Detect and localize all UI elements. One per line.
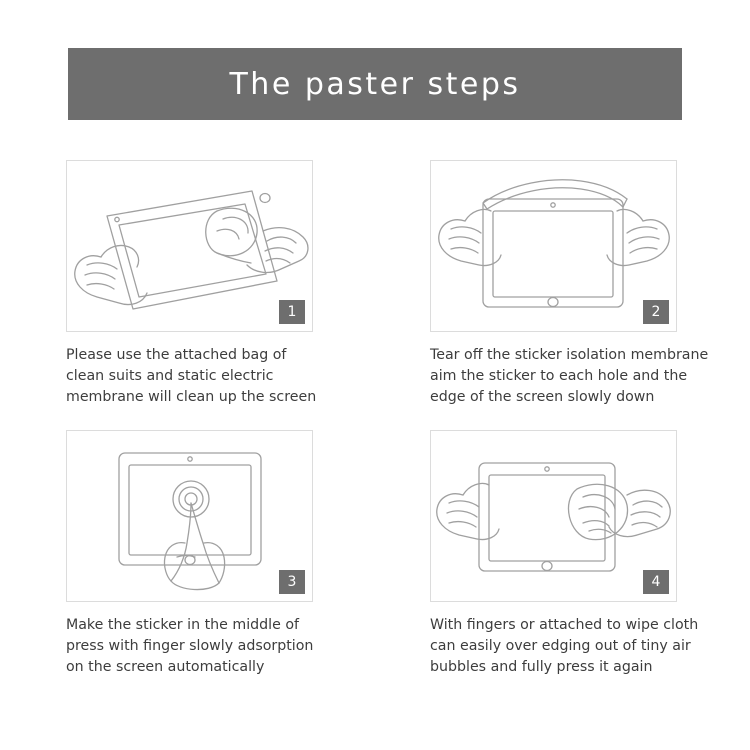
- steps-row-2: [0, 430, 750, 678]
- step-2-caption: [430, 345, 720, 408]
- caption-line: membrane will clean up the screen: [66, 389, 317, 405]
- step-2: [375, 160, 750, 408]
- step-2-badge: 2: [643, 300, 669, 324]
- caption-line: With fingers or attached to wipe cloth: [430, 617, 699, 633]
- caption-line: edge of the screen slowly down: [430, 389, 655, 405]
- caption-line: Please use the attached bag of: [66, 347, 287, 363]
- steps-grid: [0, 160, 750, 678]
- two-hands-peeling-membrane-off-tablet-icon: [431, 161, 676, 331]
- steps-row-1: [0, 160, 750, 408]
- step-4: [375, 430, 750, 678]
- header-banner: [68, 48, 682, 120]
- step-1-badge: 1: [279, 300, 305, 324]
- step-4-caption: [430, 615, 720, 678]
- step-3-badge: 3: [279, 570, 305, 594]
- step-4-badge: 4: [643, 570, 669, 594]
- step-1-illustration: [66, 160, 313, 332]
- hands-wiping-air-bubbles-with-cloth-icon: [431, 431, 676, 601]
- caption-line: press with finger slowly adsorption: [66, 638, 314, 654]
- hand-wiping-tablet-screen-with-cloth-icon: [67, 161, 312, 331]
- caption-line: Make the sticker in the middle of: [66, 617, 300, 633]
- step-1-caption: [66, 345, 356, 408]
- step-1: [0, 160, 375, 408]
- caption-line: aim the sticker to each hole and the: [430, 368, 688, 384]
- step-3: [0, 430, 375, 678]
- step-4-illustration: [430, 430, 677, 602]
- caption-line: can easily over edging out of tiny air: [430, 638, 691, 654]
- page-title: The paster steps: [229, 66, 521, 102]
- caption-line: on the screen automatically: [66, 659, 265, 675]
- caption-line: Tear off the sticker isolation membrane: [430, 347, 709, 363]
- finger-pressing-center-of-screen-icon: [67, 431, 312, 601]
- step-3-illustration: [66, 430, 313, 602]
- step-2-illustration: [430, 160, 677, 332]
- caption-line: clean suits and static electric: [66, 368, 274, 384]
- caption-line: bubbles and fully press it again: [430, 659, 653, 675]
- step-3-caption: [66, 615, 356, 678]
